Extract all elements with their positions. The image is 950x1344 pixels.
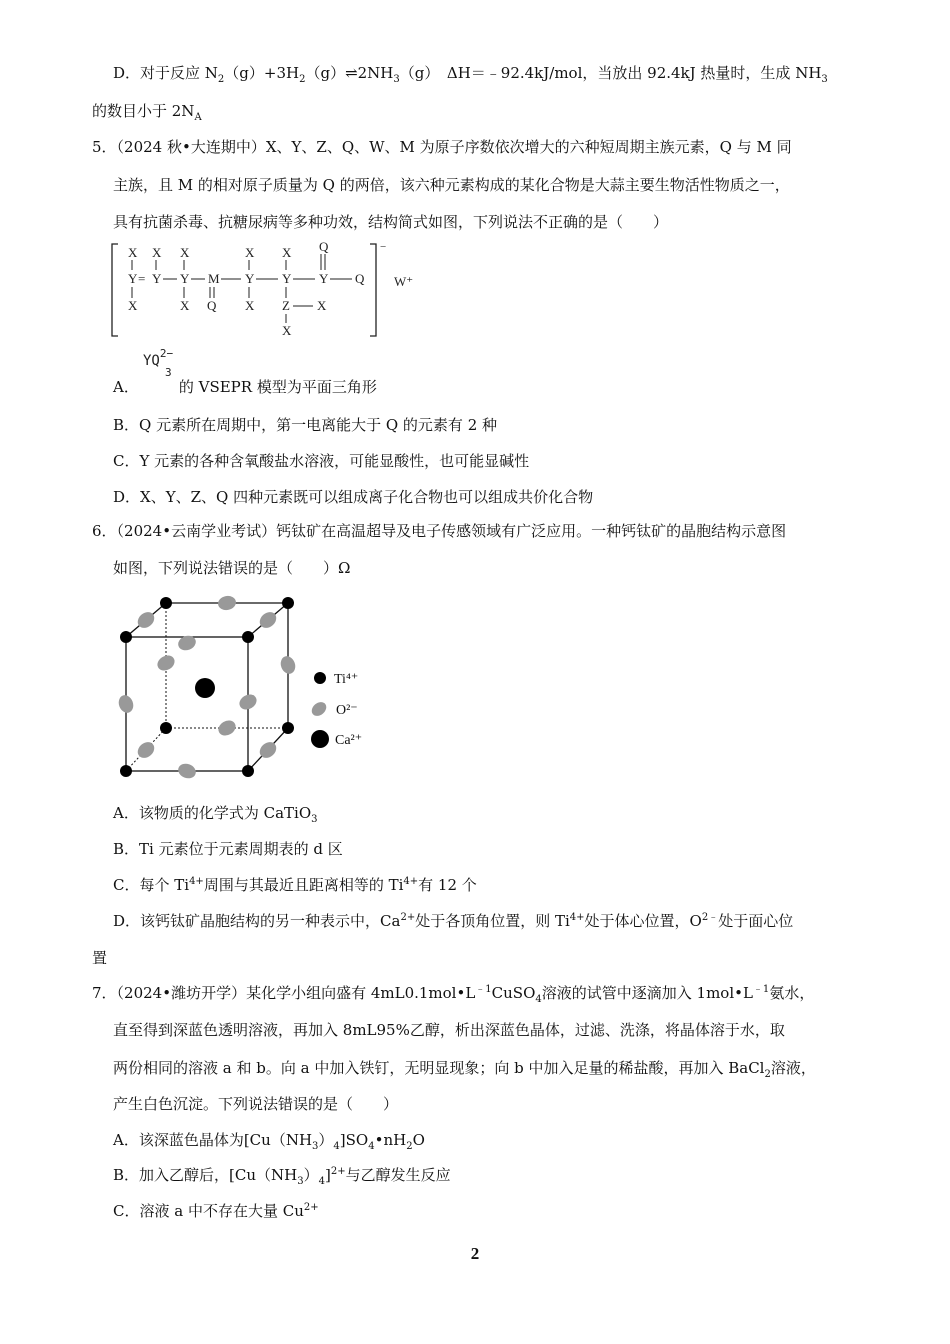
legend-ti-label: Ti⁴⁺ <box>334 672 359 687</box>
q6-option-c: C．每个 $Ti^{4+}$周围与其最近且距离相等的 $Ti^{4+}$有 12 个 <box>113 876 477 894</box>
q6-option-d: D．该钙钛矿晶胞结构的另一种表示中，$Ca^{2+}$处于各顶角位置，则 $Ti^{4+}$处于体心位置，$O^{2﹣}$处于面心位 <box>113 912 794 930</box>
oxygen-ion <box>278 654 297 676</box>
q5-stem-line1: 5．（2024 秋•大连期中）X、Y、Z、Q、W、M 为原子序数依次增大的六种短周期主族元素，Q 与 M 同 <box>92 138 792 156</box>
q6-option-b: B．Ti 元素位于元素周期表的 d 区 <box>113 840 343 858</box>
q5-stem-line3: 具有抗菌杀毒、抗糖尿病等多种功效，结构简式如图，下列说法不正确的是（ ） <box>113 213 669 231</box>
ti-ion <box>242 631 254 643</box>
atom-y: Y <box>180 271 190 286</box>
q7-stem-line3: 两份相同的溶液 a 和 b。向 a 中加入铁钉，无明显现象；向 b 中加入足量的稀盐酸，再加入 BaCl$_2$溶液， <box>113 1059 816 1080</box>
q6-option-d-cont: 置 <box>92 949 108 967</box>
oxygen-ion <box>116 693 135 715</box>
atom-x: X <box>180 245 190 260</box>
ti-ion <box>160 722 172 734</box>
atom-x: X <box>245 245 255 260</box>
atom-x: X <box>282 323 292 338</box>
ti-ion <box>160 597 172 609</box>
atom-q: Q <box>355 271 365 286</box>
oxygen-ion <box>217 595 237 612</box>
ti-ion <box>282 722 294 734</box>
oxygen-ion <box>257 609 280 631</box>
oxygen-ion <box>135 609 158 631</box>
atom-z: Z <box>282 298 290 313</box>
atom-x: X <box>152 245 162 260</box>
q7-stem-line1: 7．（2024•潍坊开学）某化学小组向盛有 $4mL0.1mol•L^{﹣1}CuSO_4$溶液的试管中逐滴加入 $1mol•L^{﹣1}$氨水， <box>92 984 815 1005</box>
q7-stem-line2: 直至得到深蓝色透明溶液，再加入 8mL95%乙醇，析出深蓝色晶体，过滤、洗涤，将晶体溶于水，取 <box>113 1021 785 1039</box>
ca-ion <box>195 678 215 698</box>
q6-option-a: A．该物质的化学式为 CaTiO$_3$ <box>113 804 318 825</box>
q5-option-b: B．Q 元素所在周期中，第一电离能大于 Q 的元素有 2 种 <box>113 416 498 434</box>
q5-stem-line2: 主族，且 M 的相对原子质量为 Q 的两倍，该六种元素构成的某化合物是大蒜主要生物活性物质之一， <box>113 176 790 194</box>
atom-x: X <box>128 245 138 260</box>
atom-y: Y <box>128 271 138 286</box>
legend-o-icon <box>309 699 329 718</box>
q5-option-d: D．X、Y、Z、Q 四种元素既可以组成离子化合物也可以组成共价化合物 <box>113 488 594 506</box>
q5-structure-diagram <box>108 240 438 340</box>
structure-counter-ion: W⁺ <box>394 274 414 289</box>
ti-ion <box>120 765 132 777</box>
atom-y: Y <box>319 271 329 286</box>
q5-option-a: A． 的 VSEPR 模型为平面三角形 <box>113 378 377 396</box>
atom-m: M <box>208 271 220 286</box>
q6-stem-line2: 如图，下列说法错误的是（ ）Ω <box>113 559 351 577</box>
atom-q: Q <box>319 240 329 254</box>
atom-y: Y <box>282 271 292 286</box>
atom-x: X <box>245 298 255 313</box>
q5-option-c: C．Y 元素的各种含氧酸盐水溶液，可能显酸性，也可能显碱性 <box>113 452 530 470</box>
atom-y: Y <box>152 271 162 286</box>
q7-option-c: C．溶液 a 中不存在大量 $Cu^{2+}$ <box>113 1202 319 1220</box>
ti-ion <box>120 631 132 643</box>
legend-ti-icon <box>314 672 326 684</box>
q6-perovskite-cell-diagram <box>110 590 380 785</box>
ti-ion <box>242 765 254 777</box>
atom-x: X <box>128 298 138 313</box>
atom-x: X <box>317 298 327 313</box>
ti-ion <box>282 597 294 609</box>
atom-x: X <box>282 245 292 260</box>
atom-q: Q <box>207 298 217 313</box>
q7-stem-line4: 产生白色沉淀。下列说法错误的是（ ） <box>113 1095 399 1113</box>
legend-ca-icon <box>311 730 329 748</box>
atom-x: X <box>180 298 190 313</box>
q7-option-a: A．该深蓝色晶体为$[Cu(NH_3)_4]SO_4•nH_2O$ <box>113 1131 425 1152</box>
q4-option-d: D．对于反应 $N_2(g)+3H_2(g)\rightleftharpoons 2NH_3(g)$ ΔH＝﹣92.4kJ/mol，当放出 92.4kJ 热量时，生成 $NH_3$ <box>113 64 828 85</box>
oxygen-ion <box>216 717 239 738</box>
q6-stem-line1: 6．（2024•云南学业考试）钙钛矿在高温超导及电子传感领域有广泛应用。一种钙钛矿的晶胞结构示意图 <box>92 522 787 540</box>
atom-y: Y <box>245 271 255 286</box>
structure-charge: − <box>380 241 387 253</box>
oxygen-ion <box>176 761 198 780</box>
q5-option-a-formula: $YQ^{2-}$ 3 <box>143 347 174 379</box>
oxygen-ion <box>176 633 198 652</box>
legend-ca-label: Ca²⁺ <box>335 733 363 748</box>
legend-o-label: O²⁻ <box>336 703 358 718</box>
bond-double: = <box>138 271 146 286</box>
q7-option-b: B．加入乙醇后，$[Cu(NH_3)_4]^{2+}$与乙醇发生反应 <box>113 1166 451 1187</box>
page-number: 2 <box>470 1244 480 1263</box>
q4-option-d-cont: 的数目小于 $2N_A$ <box>92 102 202 123</box>
